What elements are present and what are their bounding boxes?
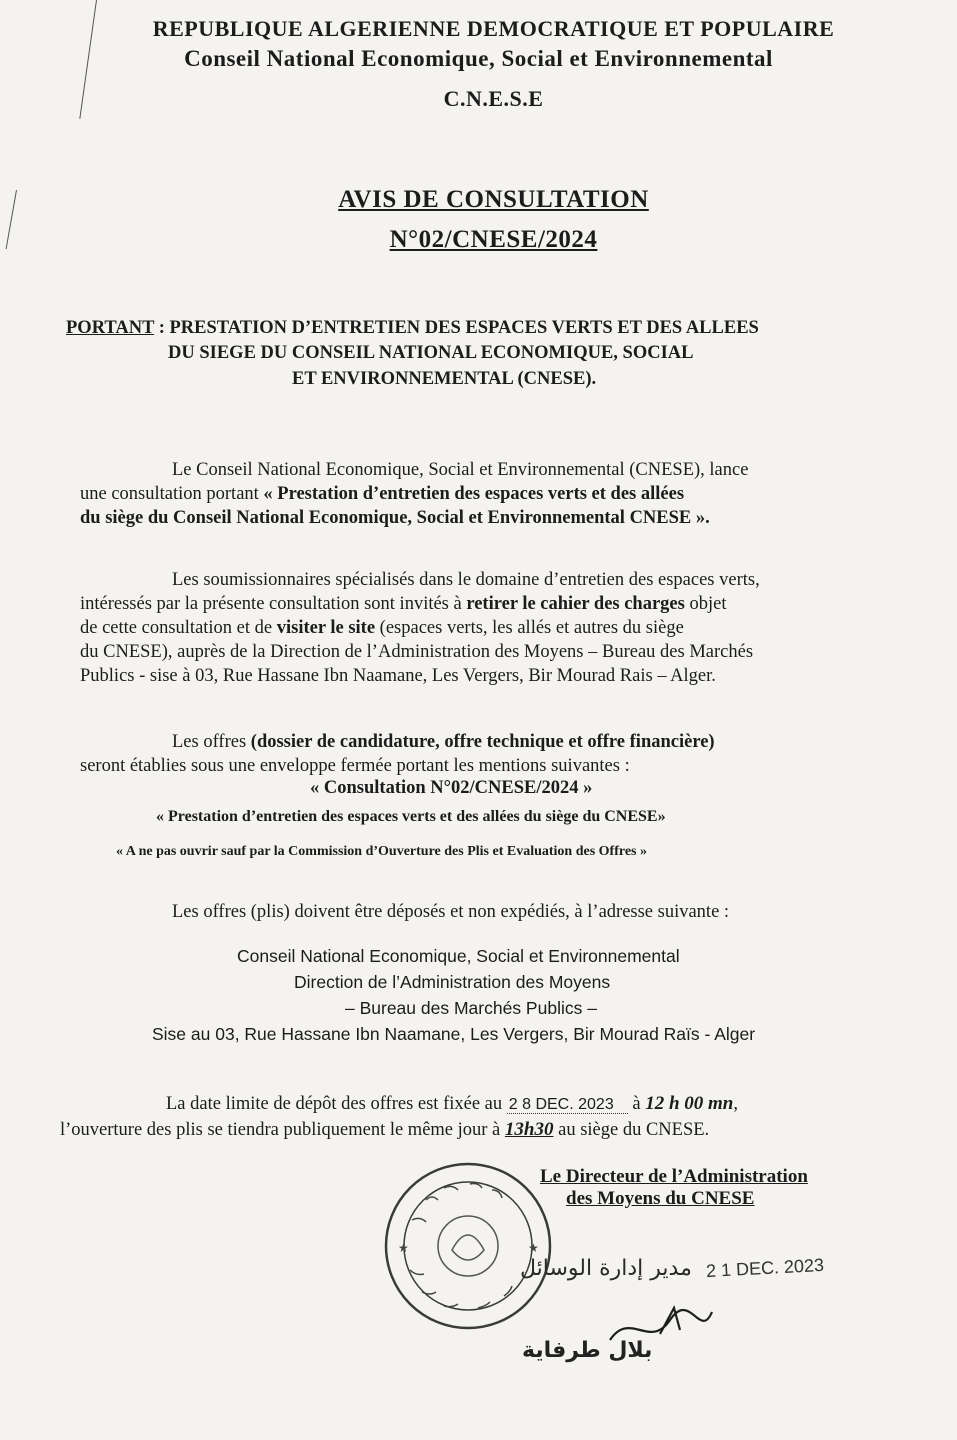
header-acronym: C.N.E.S.E [443,86,544,111]
subject-text: : PRESTATION D’ENTRETIEN DES ESPACES VERTS ET DES ALLEES [154,318,759,338]
subject-line-3: ET ENVIRONNEMENTAL (CNESE). [292,369,597,389]
deadline-line-1 [166,1092,738,1117]
deadline-line-2 [60,1118,709,1142]
signature-title-1: Le Directeur de l’Administration [540,1166,808,1187]
opening-time: 13h30 [504,1119,554,1140]
para4-intro: Les offres (plis) doivent être déposés et non expédiés, à l’adresse suivante : [172,902,730,922]
subject-line-1 [66,318,759,339]
address-line-1: Conseil National Economique, Social et Environnemental [237,946,680,966]
para1-text: une consultation portant [80,484,264,504]
para2-text: (espaces verts, les allés et autres du siège [375,618,684,638]
deadline-text: à [627,1094,646,1114]
para3-line-1 [172,730,715,754]
header-council: Conseil National Economique, Social et Environnemental [184,46,773,71]
signature-title-2: des Moyens du CNESE [566,1188,755,1209]
para3-bold-text: (dossier de candidature, offre technique et offre financière) [250,732,715,752]
para2-line-4: du CNESE), auprès de la Direction de l’Administration des Moyens – Bureau des Marchés [80,642,754,662]
para3-line-2: seront établies sous une enveloppe fermée portant les mentions suivantes : [80,756,630,776]
para2-line-5: Publics - sise à 03, Rue Hassane Ibn Naamane, Les Vergers, Bir Mourad Rais – Alger. [80,666,716,686]
svg-text:★: ★ [528,1241,539,1255]
subject-label: PORTANT [66,318,155,338]
deadline-text: , [733,1094,738,1114]
para1-line-3: du siège du Conseil National Economique, Social et Environnemental CNESE ». [80,508,710,528]
para3-line-3: « Consultation N°02/CNESE/2024 » [310,778,593,798]
address-line-3: – Bureau des Marchés Publics – [345,998,597,1018]
para2-text: objet [684,594,727,614]
deadline-text: La date limite de dépôt des offres est fixée au [166,1094,507,1114]
deadline-time: 12 h 00 mn [645,1093,734,1114]
para2-text: intéressés par la présente consultation sont invités à [80,594,467,614]
signature-arabic-name: بلال طرفاية [522,1338,653,1363]
deadline-date-stamp: 2 8 DEC. 2023 [507,1096,628,1114]
notice-title: AVIS DE CONSULTATION [338,186,649,213]
para3-line-5: « A ne pas ouvrir sauf par la Commission d’Ouverture des Plis et Evaluation des Offres » [116,844,647,859]
signature-arabic-role: مدير إدارة الوسائل [520,1256,692,1281]
para2-text: de cette consultation et de [80,618,277,638]
notice-number: N°02/CNESE/2024 [389,226,598,253]
para1-line-1: Le Conseil National Economique, Social et Environnemental (CNESE), lance [172,460,749,480]
signature-date-stamp: 2 1 DEC. 2023 [705,1254,825,1282]
para2-bold-text: visiter le site [276,618,376,638]
svg-text:★: ★ [398,1241,409,1255]
address-line-2: Direction de l’Administration des Moyens [294,972,611,992]
header-republic: REPUBLIQUE ALGERIENNE DEMOCRATIQUE ET POPULAIRE [152,16,835,41]
para2-bold-text: retirer le cahier des charges [466,594,685,614]
para1-line-2 [80,482,684,506]
deadline-text: l’ouverture des plis se tiendra publiquement le même jour à [60,1120,505,1140]
address-line-4: Sise au 03, Rue Hassane Ibn Naamane, Les Vergers, Bir Mourad Raïs - Alger [152,1024,756,1044]
para1-bold-text: « Prestation d’entretien des espaces verts et des allées [263,484,685,504]
para3-line-4: « Prestation d’entretien des espaces verts et des allées du siège du CNESE» [156,808,666,825]
para2-line-3 [80,616,684,640]
deadline-text: au siège du CNESE. [553,1120,710,1140]
para2-line-1: Les soumissionnaires spécialisés dans le domaine d’entretien des espaces verts, [172,570,760,590]
subject-line-2: DU SIEGE DU CONSEIL NATIONAL ECONOMIQUE, SOCIAL [168,343,694,363]
para3-text: Les offres [172,732,251,752]
para2-line-2 [80,592,726,616]
official-seal-stamp [382,1160,554,1332]
